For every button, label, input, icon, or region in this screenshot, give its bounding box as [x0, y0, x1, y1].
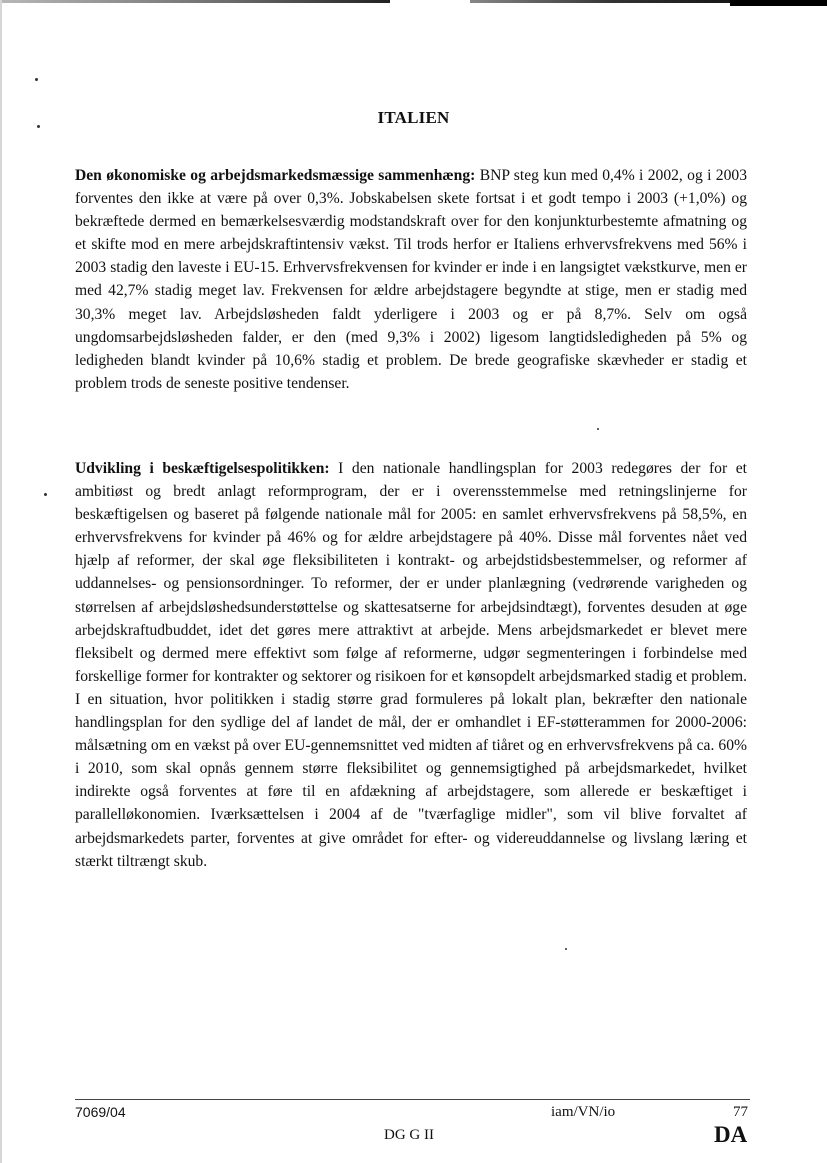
page-number: 77 — [733, 1104, 748, 1120]
scan-speck — [597, 428, 599, 430]
scan-speck — [44, 493, 47, 496]
document-reference: 7069/04 — [75, 1104, 126, 1120]
page-title: ITALIEN — [377, 108, 450, 127]
scan-edge-left — [0, 0, 2, 1163]
paragraph-heading: Den økonomiske og arbejdsmarkedsmæssige sammenhæng: — [75, 167, 476, 184]
language-code: DA — [714, 1122, 748, 1147]
paragraph-text-continued: inde i en langsigtet vækstkurve, men er med 42,7% stadig meget lav. Frekvensen for ældre arbejdstagere begyndte at stige, men er stadig med 30,3% meget lav. Arbejdsløsheden faldt yderligere i 2003 og er på 8,7%. Selv om også ungdomsarbejdsløsheden falder, er den (med 9,3% i 2002) ligesom langtidsledigheden på 5% og ledigheden blandt kvinder på 10,6% stadig et problem. De brede geografiske skævheder er stadig et problem trods de seneste positive tendenser. — [75, 259, 747, 392]
scan-speck — [565, 948, 567, 950]
paragraph-text: I den nationale handlingsplan for 2003 redegøres der for et ambitiøst og bredt anlagt reformprogram, der er i overensstemmelse med retningslinjerne for beskæftigelsen og baseret på følgende nationale mål for 2005: en samlet erhvervsfrekvens på 58,5%, en erhvervsfrekvens for kvinder på 46% og for ældre arbejdstagere på 40%. Disse mål forventes nået ved hjælp af reformer, der skal øge fleksibiliteten i kontrakt- og arbejdstidsbestemmelser, og reformer af uddannelses- og pensionsordninger. To reformer, der er under planlægning (vedrørende varigheden og størrelsen af arbejdsløshedsunderstøttelse og skattesatserne for arbejdsindtægt), forventes desuden at øge arbejdskraftudbuddet, idet det gøres mere attraktivt at arbejde. Mens arbejdsmarkedet er blevet mere fleksibelt og dermed mere effektivt som følge af reformerne, udgør segmenteringen i forbindelse med forskellige former for kontrakter og sektorer og risikoen for et kønsopdelt arbejdsmarked stadig et problem. I en situation, hvor politikken i stadig større grad formuleres på lokalt plan, bekræfter den nationale handlingsplan for den sydlige del af landet de mål, der er omhandlet i EF-støtterammen for 2000-2006: målsætning om en vækst på over EU-gennemsnittet ved midten af tiåret og en erhvervsfrekvens på ca. 60% i 2010, som skal opnås gennem større fleksibilitet og gennemsigtighed på arbejdsmarkedet, hvilket indirekte også forventes at føre til en afdækning af arbejdstagere, som allerede er beskæftiget i parallelløkonomien. Iværksættelsen i 2004 af de "tværfaglige midler", som vil blive forvaltet af arbejdsmarkedets parter, forventes at give området for efter- og videreuddannelse og livslang læring et stærkt tiltrængt skub. — [75, 460, 748, 870]
directorate-code: DG G II — [384, 1127, 434, 1143]
paragraph-text: BNP steg kun med 0,4% i 2002, og i 2003 forventes den ikke at være på over 0,3%. Jobskabelsen skete fortsat i et godt tempo i 2003 (+1,0%) og bekræftede dermed en bemærkelsesværdig modstandskraft over for den konjunkturbestemte afmatning og et skifte mod en mere arbejdskraftintensiv vækst. Til trods herfor er Italiens erhvervsfrekvens med 56% i 2003 stadig den laveste i EU-15. Erhvervsfrekvensen for kvinder er — [75, 167, 747, 277]
scan-speck — [35, 78, 38, 81]
paragraph-employment-policy — [75, 457, 747, 873]
paragraph-heading: Udvikling i beskæftigelsespolitikken: — [75, 460, 330, 477]
footer-divider — [75, 1099, 750, 1100]
author-initials: iam/VN/io — [551, 1104, 616, 1120]
scan-edge-corner-bar — [730, 0, 827, 6]
paragraph-economic-context — [75, 164, 747, 395]
scan-edge-top-left — [0, 0, 390, 3]
